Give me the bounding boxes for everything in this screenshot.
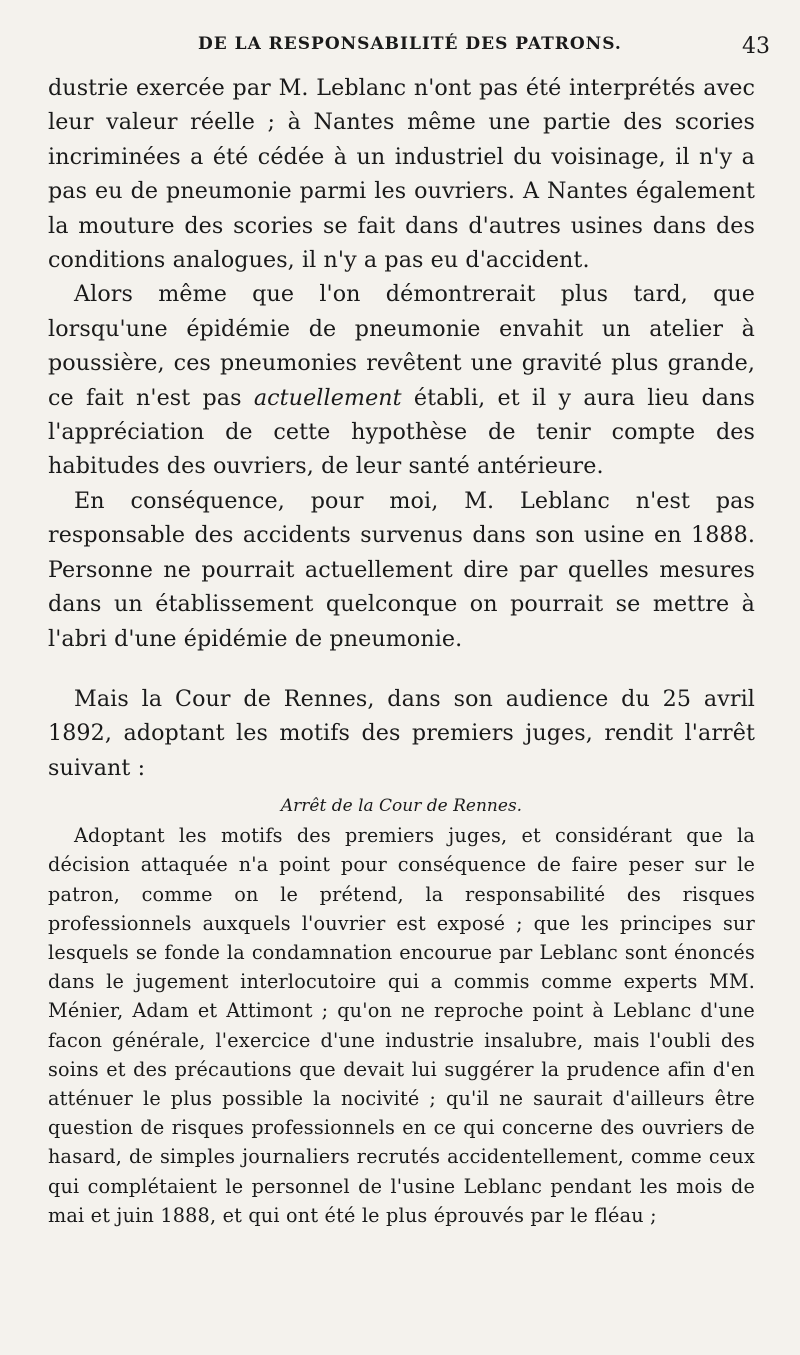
emphasized-word: actuellement <box>253 384 402 411</box>
paragraph-continuation: dustrie exercée par M. Leblanc n'ont pas été interprétés avec leur valeur réelle ; à Nantes même une partie des scories incriminées a été cédée à un industriel du voisinage, il n'y a pas eu de pneumonie parmi les ouvriers. A Nantes également la mouture des scories se fait dans d'autres usines dans des conditions analogues, il n'y a pas eu d'accident. <box>48 75 755 274</box>
ruling-paragraph: Adoptant les motifs des premiers juges, et considérant que la décision attaquée n'a point pour conséquence de faire peser sur le patron, comme on le prétend, la responsabilité des risques professionnels auxquels l'ouvrier est exposé ; que les principes sur lesquels se fonde la condamnation encourue par Leblanc sont énoncés dans le jugement interlocutoire qui a commis comme experts MM. Ménier, Adam et Attimont ; qu'on ne reproche point à Leblanc d'une facon générale, l'exercice d'une industrie insalubre, mais l'oubli des soins et des précautions que devait lui suggérer la prudence afin d'en atténuer le plus possible la nocivité ; qu'il ne saurait d'ailleurs être question de risques professionnels en ce qui concerne des ouvriers de hasard, de simples journaliers recrutés accidentellement, comme ceux qui complétaient le personnel de l'usine Leblanc pendant les mois de mai et juin 1888, et qui ont été le plus éprouvés par le fléau ; <box>48 824 755 1227</box>
paragraph-gap <box>48 656 755 682</box>
opinion-text <box>48 71 755 785</box>
paragraph-hypothesis: Alors même que l'on démontrerait plus tard, que lorsqu'une épidémie de pneumonie envahit un atelier à poussière, ces pneumonies revêtent une gravité plus grande, ce fait n'est pas actuellement établi, et il y aura lieu dans l'appréciation de cette hypothèse de tenir compte des habitudes des ouvriers, de leur santé antérieure. <box>48 281 755 480</box>
ruling-text-block <box>48 821 755 1230</box>
page-body <box>48 71 755 1230</box>
running-title: DE LA RESPONSABILITÉ DES PATRONS. <box>198 34 622 54</box>
ruling-title: Arrêt de la Cour de Rennes. <box>280 796 523 817</box>
paragraph-conclusion: En conséquence, pour moi, M. Leblanc n'est pas responsable des accidents survenus dans son usine en 1888. Personne ne pourrait actuellement dire par quelles mesures dans un établissement quelconque on pourrait se mettre à l'abri d'une épidémie de pneumonie. <box>48 487 755 652</box>
paragraph-court-of-rennes: Mais la Cour de Rennes, dans son audience du 25 avril 1892, adoptant les motifs des premiers juges, rendit l'arrêt suivant : <box>48 685 755 781</box>
page-number: 43 <box>742 34 770 59</box>
page-header <box>150 34 770 64</box>
